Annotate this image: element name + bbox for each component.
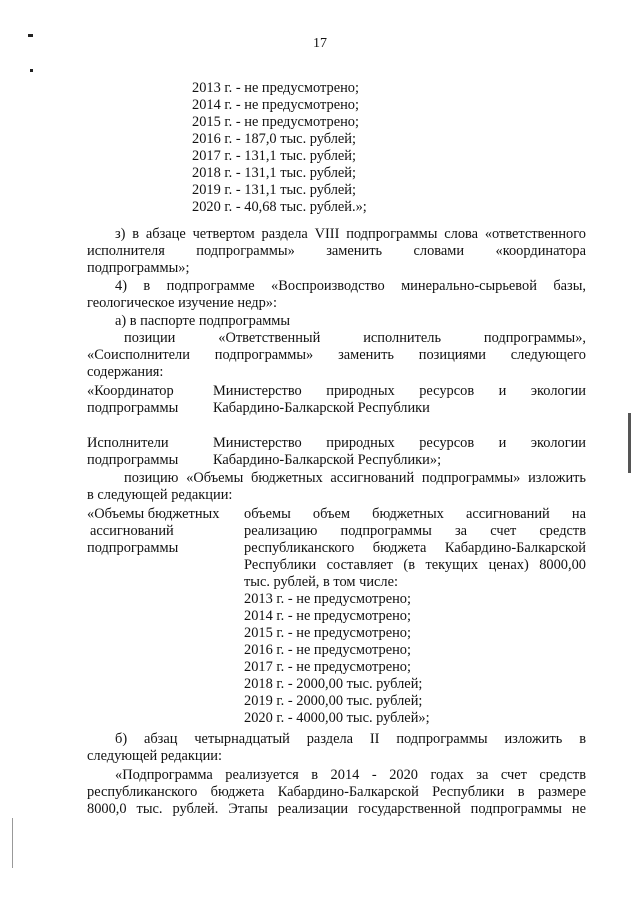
volumes-text: Республики составляет (в текущих ценах) 8000,00 bbox=[244, 557, 586, 573]
volumes-text: реализацию подпрограммы за счет средств bbox=[244, 523, 586, 539]
coordinator-value: Министерство природных ресурсов и экологии bbox=[213, 383, 586, 399]
text-line: «Подпрограмма реализуется в 2014 - 2020 годах за счет средств bbox=[115, 767, 586, 783]
year-line: 2014 г. - не предусмотрено; bbox=[244, 608, 411, 624]
year-line: 2017 г. - не предусмотрено; bbox=[244, 659, 411, 675]
text-line: позицию «Объемы бюджетных ассигнований подпрограммы» изложить bbox=[124, 470, 586, 486]
year-line: 2020 г. - 4000,00 тыс. рублей»; bbox=[244, 710, 430, 726]
year-line: 2018 г. - 2000,00 тыс. рублей; bbox=[244, 676, 423, 692]
year-line: 2019 г. - 131,1 тыс. рублей; bbox=[192, 182, 357, 198]
year-line: 2014 г. - не предусмотрено; bbox=[192, 97, 359, 113]
text-line: в следующей редакции: bbox=[87, 487, 233, 503]
year-line: 2018 г. - 131,1 тыс. рублей; bbox=[192, 165, 357, 181]
scan-mark bbox=[628, 413, 631, 473]
year-line: 2013 г. - не предусмотрено; bbox=[192, 80, 359, 96]
volumes-label: «Объемы бюджетных bbox=[87, 506, 220, 522]
volumes-label: ассигнований bbox=[90, 523, 174, 539]
executors-value: Министерство природных ресурсов и экологии bbox=[213, 435, 586, 451]
text-line: «Соисполнители подпрограммы» заменить позициями следующего bbox=[87, 347, 586, 363]
year-line: 2015 г. - не предусмотрено; bbox=[244, 625, 411, 641]
text-line: 4) в подпрограмме «Воспроизводство минерально-сырьевой базы, bbox=[115, 278, 586, 294]
coordinator-value: Кабардино-Балкарской Республики bbox=[213, 400, 430, 416]
coordinator-label: «Координатор bbox=[87, 383, 174, 399]
page-number: 17 bbox=[313, 36, 327, 51]
text-line: б) абзац четырнадцатый раздела II подпрограммы изложить в bbox=[115, 731, 586, 747]
year-line: 2016 г. - не предусмотрено; bbox=[244, 642, 411, 658]
scan-mark bbox=[30, 69, 33, 72]
text-line: подпрограммы»; bbox=[87, 260, 190, 276]
year-line: 2013 г. - не предусмотрено; bbox=[244, 591, 411, 607]
text-line: позиции «Ответственный исполнитель подпрограммы», bbox=[124, 330, 586, 346]
volumes-text: республиканского бюджета Кабардино-Балкарской bbox=[244, 540, 586, 556]
year-line: 2017 г. - 131,1 тыс. рублей; bbox=[192, 148, 357, 164]
scan-mark bbox=[28, 34, 33, 37]
volumes-text: объемы объем бюджетных ассигнований на bbox=[244, 506, 586, 522]
executors-label: Исполнители bbox=[87, 435, 169, 451]
scan-mark bbox=[12, 818, 13, 868]
text-line: республиканского бюджета Кабардино-Балкарской Республики в размере bbox=[87, 784, 586, 800]
coordinator-label: подпрограммы bbox=[87, 400, 179, 416]
executors-label: подпрограммы bbox=[87, 452, 179, 468]
year-line: 2016 г. - 187,0 тыс. рублей; bbox=[192, 131, 357, 147]
executors-value: Кабардино-Балкарской Республики»; bbox=[213, 452, 442, 468]
year-line: 2019 г. - 2000,00 тыс. рублей; bbox=[244, 693, 423, 709]
text-line: геологическое изучение недр»: bbox=[87, 295, 277, 311]
year-line: 2015 г. - не предусмотрено; bbox=[192, 114, 359, 130]
paragraph-a: а) в паспорте подпрограммы bbox=[115, 313, 291, 329]
text-line: 8000,0 тыс. рублей. Этапы реализации государственной подпрограммы не bbox=[87, 801, 586, 817]
volumes-text: тыс. рублей, в том числе: bbox=[244, 574, 398, 590]
text-line: з) в абзаце четвертом раздела VIII подпрограммы слова «ответственного bbox=[115, 226, 586, 242]
year-line: 2020 г. - 40,68 тыс. рублей.»; bbox=[192, 199, 367, 215]
text-line: содержания: bbox=[87, 364, 164, 380]
text-line: следующей редакции: bbox=[87, 748, 222, 764]
text-line: исполнителя подпрограммы» заменить словами «координатора bbox=[87, 243, 586, 259]
volumes-label: подпрограммы bbox=[87, 540, 179, 556]
